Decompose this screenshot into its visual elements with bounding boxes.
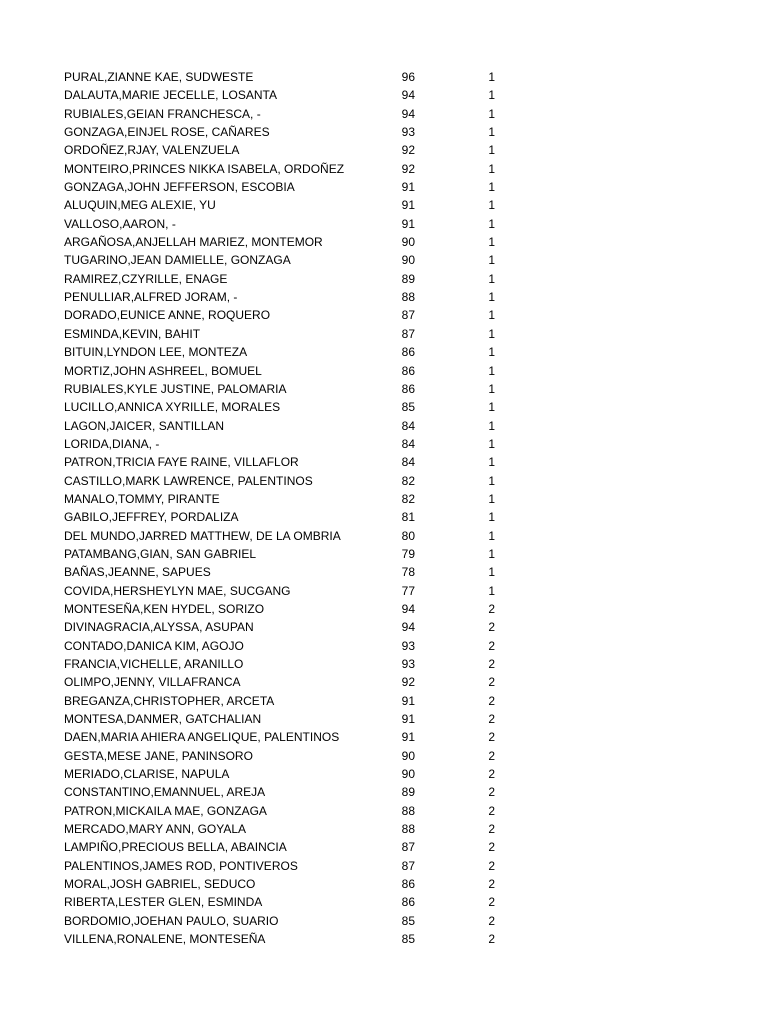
student-name-cell: PATAMBANG,GIAN, SAN GABRIEL (64, 546, 257, 561)
score-cell: 84 (401, 418, 415, 433)
student-name-cell: DALAUTA,MARIE JECELLE, LOSANTA (64, 88, 277, 103)
score-cell: 92 (401, 143, 415, 158)
score-cell: 84 (401, 436, 415, 451)
student-name-cell: LORIDA,DIANA, - (64, 436, 160, 451)
student-name-cell: GESTA,MESE JANE, PANINSORO (64, 748, 253, 763)
student-name-cell: ARGAÑOSA,ANJELLAH MARIEZ, MONTEMOR (64, 235, 323, 250)
group-cell: 1 (488, 161, 495, 176)
group-cell: 1 (488, 235, 495, 250)
table-row (0, 820, 768, 838)
table-row (0, 838, 768, 856)
table-row (0, 325, 768, 343)
table-row (0, 435, 768, 453)
student-name-cell: LUCILLO,ANNICA XYRILLE, MORALES (64, 400, 281, 415)
score-cell: 90 (401, 748, 415, 763)
score-cell: 82 (401, 491, 415, 506)
score-cell: 92 (401, 675, 415, 690)
score-cell: 86 (401, 381, 415, 396)
table-row (0, 563, 768, 581)
student-name-cell: VILLENA,RONALENE, MONTESEÑA (64, 932, 266, 947)
student-name-cell: ORDOÑEZ,RJAY, VALENZUELA (64, 143, 240, 158)
score-cell: 89 (401, 271, 415, 286)
group-cell: 1 (488, 418, 495, 433)
group-cell: 1 (488, 216, 495, 231)
table-row (0, 508, 768, 526)
student-name-cell: MORAL,JOSH GABRIEL, SEDUCO (64, 877, 256, 892)
student-name-cell: MONTESA,DANMER, GATCHALIAN (64, 712, 262, 727)
table-row (0, 875, 768, 893)
student-name-cell: PENULLIAR,ALFRED JORAM, - (64, 290, 238, 305)
score-cell: 90 (401, 253, 415, 268)
score-cell: 85 (401, 400, 415, 415)
score-cell: 87 (401, 308, 415, 323)
student-name-cell: GABILO,JEFFREY, PORDALIZA (64, 510, 239, 525)
group-cell: 1 (488, 290, 495, 305)
student-name-cell: CONTADO,DANICA KIM, AGOJO (64, 638, 244, 653)
score-cell: 90 (401, 235, 415, 250)
score-cell: 91 (401, 180, 415, 195)
table-row (0, 380, 768, 398)
student-name-cell: COVIDA,HERSHEYLYN MAE, SUCGANG (64, 583, 291, 598)
table-row (0, 893, 768, 911)
student-name-cell: RUBIALES,KYLE JUSTINE, PALOMARIA (64, 381, 287, 396)
table-row (0, 655, 768, 673)
group-cell: 1 (488, 400, 495, 415)
student-name-cell: BAÑAS,JEANNE, SAPUES (64, 565, 211, 580)
table-row (0, 288, 768, 306)
table-row (0, 545, 768, 563)
group-cell: 1 (488, 583, 495, 598)
score-cell: 94 (401, 601, 415, 616)
table-row (0, 637, 768, 655)
group-cell: 2 (488, 767, 495, 782)
student-name-cell: MERIADO,CLARISE, NAPULA (64, 767, 230, 782)
student-name-cell: MERCADO,MARY ANN, GOYALA (64, 822, 247, 837)
group-cell: 2 (488, 840, 495, 855)
table-row (0, 251, 768, 269)
table-row (0, 233, 768, 251)
group-cell: 1 (488, 106, 495, 121)
group-cell: 1 (488, 143, 495, 158)
group-cell: 1 (488, 308, 495, 323)
score-cell: 94 (401, 88, 415, 103)
student-name-cell: GONZAGA,JOHN JEFFERSON, ESCOBIA (64, 180, 295, 195)
group-cell: 2 (488, 601, 495, 616)
student-list-sheet (0, 68, 768, 949)
group-cell: 1 (488, 88, 495, 103)
table-row (0, 141, 768, 159)
score-cell: 86 (401, 895, 415, 910)
student-name-cell: PALENTINOS,JAMES ROD, PONTIVEROS (64, 858, 298, 873)
table-row (0, 398, 768, 416)
score-cell: 88 (401, 803, 415, 818)
group-cell: 1 (488, 363, 495, 378)
student-name-cell: TUGARINO,JEAN DAMIELLE, GONZAGA (64, 253, 291, 268)
group-cell: 1 (488, 125, 495, 140)
table-row (0, 178, 768, 196)
group-cell: 2 (488, 785, 495, 800)
student-name-cell: BORDOMIO,JOEHAN PAULO, SUARIO (64, 913, 279, 928)
student-name-cell: MANALO,TOMMY, PIRANTE (64, 491, 220, 506)
table-row (0, 215, 768, 233)
table-row (0, 472, 768, 490)
table-row (0, 802, 768, 820)
table-row (0, 673, 768, 691)
group-cell: 1 (488, 436, 495, 451)
student-name-cell: DORADO,EUNICE ANNE, ROQUERO (64, 308, 271, 323)
student-name-cell: CONSTANTINO,EMANNUEL, AREJA (64, 785, 266, 800)
group-cell: 2 (488, 803, 495, 818)
group-cell: 1 (488, 473, 495, 488)
score-cell: 86 (401, 363, 415, 378)
table-row (0, 86, 768, 104)
group-cell: 1 (488, 510, 495, 525)
table-row (0, 783, 768, 801)
table-row (0, 728, 768, 746)
score-cell: 93 (401, 657, 415, 671)
score-cell: 91 (401, 712, 415, 727)
score-cell: 79 (401, 546, 415, 561)
group-cell: 2 (488, 932, 495, 947)
score-cell: 88 (401, 290, 415, 305)
group-cell: 1 (488, 253, 495, 268)
score-cell: 84 (401, 455, 415, 470)
group-cell: 2 (488, 638, 495, 653)
score-cell: 85 (401, 932, 415, 947)
group-cell: 2 (488, 675, 495, 690)
table-row (0, 306, 768, 324)
student-name-cell: RUBIALES,GEIAN FRANCHESCA, - (64, 106, 261, 121)
student-name-cell: PURAL,ZIANNE KAE, SUDWESTE (64, 70, 254, 84)
table-row (0, 912, 768, 930)
score-cell: 93 (401, 125, 415, 140)
group-cell: 2 (488, 858, 495, 873)
score-cell: 87 (401, 840, 415, 855)
group-cell: 2 (488, 748, 495, 763)
table-row (0, 710, 768, 728)
score-cell: 88 (401, 822, 415, 837)
group-cell: 1 (488, 198, 495, 213)
table-row (0, 618, 768, 636)
score-cell: 78 (401, 565, 415, 580)
score-cell: 91 (401, 693, 415, 708)
score-cell: 80 (401, 528, 415, 543)
group-cell: 2 (488, 913, 495, 928)
score-cell: 91 (401, 216, 415, 231)
student-name-cell: MONTESEÑA,KEN HYDEL, SORIZO (64, 601, 265, 616)
student-name-cell: RAMIREZ,CZYRILLE, ENAGE (64, 271, 228, 286)
score-cell: 81 (401, 510, 415, 525)
student-name-cell: FRANCIA,VICHELLE, ARANILLO (64, 657, 244, 671)
table-row (0, 600, 768, 618)
score-cell: 91 (401, 198, 415, 213)
group-cell: 1 (488, 565, 495, 580)
table-row (0, 196, 768, 214)
group-cell: 2 (488, 657, 495, 671)
score-cell: 93 (401, 638, 415, 653)
group-cell: 1 (488, 271, 495, 286)
group-cell: 2 (488, 693, 495, 708)
student-name-cell: MONTEIRO,PRINCES NIKKA ISABELA, ORDOÑEZ (64, 161, 345, 176)
student-name-cell: GONZAGA,EINJEL ROSE, CAÑARES (64, 125, 270, 140)
table-row (0, 453, 768, 471)
table-row (0, 160, 768, 178)
score-cell: 91 (401, 730, 415, 745)
group-cell: 1 (488, 381, 495, 396)
table-row (0, 857, 768, 875)
student-name-cell: DIVINAGRACIA,ALYSSA, ASUPAN (64, 620, 254, 635)
student-name-cell: LAGON,JAICER, SANTILLAN (64, 418, 225, 433)
student-name-cell: ESMINDA,KEVIN, BAHIT (64, 326, 201, 341)
student-name-cell: MORTIZ,JOHN ASHREEL, BOMUEL (64, 363, 262, 378)
group-cell: 1 (488, 455, 495, 470)
score-cell: 96 (401, 70, 415, 84)
table-row (0, 68, 768, 86)
student-name-cell: PATRON,TRICIA FAYE RAINE, VILLAFLOR (64, 455, 299, 470)
group-cell: 1 (488, 546, 495, 561)
student-name-cell: PATRON,MICKAILA MAE, GONZAGA (64, 803, 267, 818)
score-cell: 77 (401, 583, 415, 598)
table-row (0, 692, 768, 710)
student-name-cell: CASTILLO,MARK LAWRENCE, PALENTINOS (64, 473, 313, 488)
score-cell: 94 (401, 620, 415, 635)
table-row (0, 123, 768, 141)
table-row (0, 270, 768, 288)
group-cell: 2 (488, 712, 495, 727)
score-cell: 94 (401, 106, 415, 121)
group-cell: 2 (488, 895, 495, 910)
student-name-cell: VALLOSO,AARON, - (64, 216, 176, 231)
student-name-cell: OLIMPO,JENNY, VILLAFRANCA (64, 675, 241, 690)
score-cell: 87 (401, 326, 415, 341)
table-row (0, 490, 768, 508)
student-name-cell: BREGANZA,CHRISTOPHER, ARCETA (64, 693, 275, 708)
group-cell: 1 (488, 180, 495, 195)
group-cell: 1 (488, 491, 495, 506)
table-row (0, 765, 768, 783)
student-name-cell: BITUIN,LYNDON LEE, MONTEZA (64, 345, 248, 360)
group-cell: 1 (488, 326, 495, 341)
group-cell: 2 (488, 822, 495, 837)
table-row (0, 105, 768, 123)
score-cell: 87 (401, 858, 415, 873)
score-cell: 86 (401, 877, 415, 892)
table-row (0, 417, 768, 435)
student-name-cell: DEL MUNDO,JARRED MATTHEW, DE LA OMBRIA (64, 528, 341, 543)
table-row (0, 582, 768, 600)
group-cell: 2 (488, 620, 495, 635)
table-row (0, 747, 768, 765)
group-cell: 1 (488, 345, 495, 360)
student-name-cell: DAEN,MARIA AHIERA ANGELIQUE, PALENTINOS (64, 730, 340, 745)
group-cell: 2 (488, 730, 495, 745)
student-name-cell: ALUQUIN,MEG ALEXIE, YU (64, 198, 216, 213)
student-name-cell: RIBERTA,LESTER GLEN, ESMINDA (64, 895, 263, 910)
group-cell: 1 (488, 70, 495, 84)
group-cell: 2 (488, 877, 495, 892)
table-row (0, 930, 768, 948)
score-cell: 85 (401, 913, 415, 928)
student-name-cell: LAMPIÑO,PRECIOUS BELLA, ABAINCIA (64, 840, 287, 855)
table-row (0, 343, 768, 361)
score-cell: 90 (401, 767, 415, 782)
score-cell: 92 (401, 161, 415, 176)
table-row (0, 362, 768, 380)
table-row (0, 527, 768, 545)
group-cell: 1 (488, 528, 495, 543)
score-cell: 86 (401, 345, 415, 360)
score-cell: 82 (401, 473, 415, 488)
score-cell: 89 (401, 785, 415, 800)
